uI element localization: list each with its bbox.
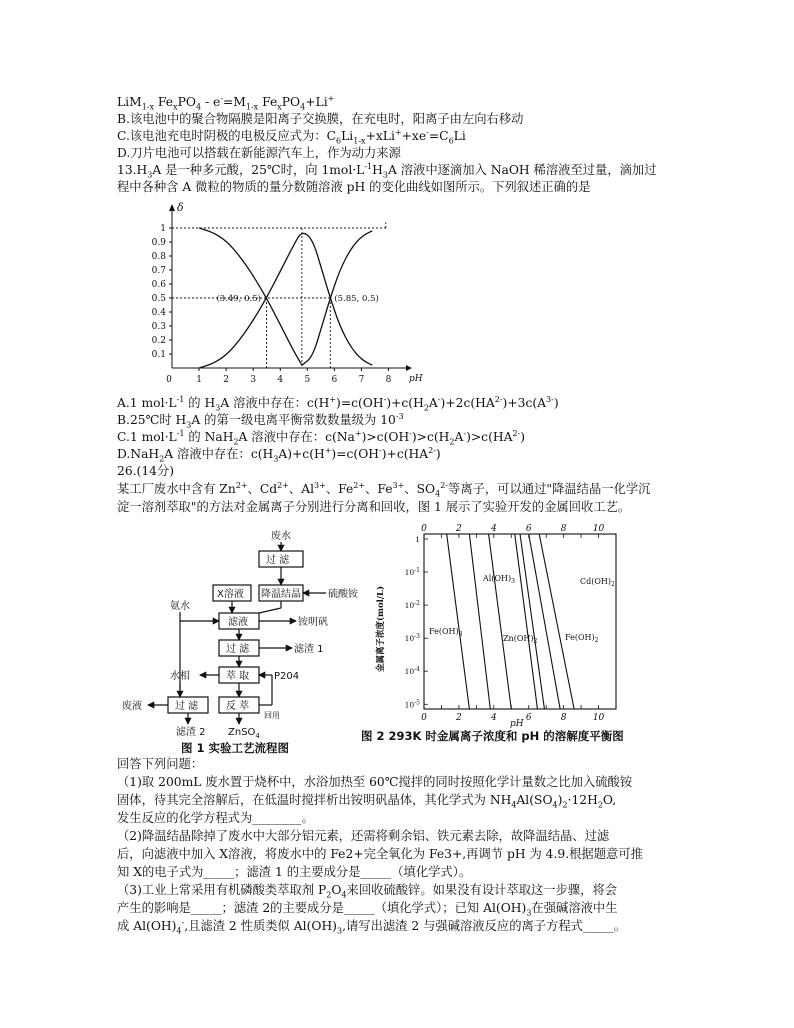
label-lvzha-1: 滤渣 1 — [294, 644, 324, 655]
label-feishui: 废水 — [271, 531, 291, 542]
y-tick-label: 0.8 — [151, 252, 166, 262]
q2-line-2: 后，向滤液中加入 X溶液，将废水中的 Fe2+完全氧化为 Fe3+,再调节 pH 为 4.9.根据题意可推 — [117, 847, 643, 861]
label-znso4: ZnSO$_4$ — [228, 727, 260, 740]
q3-line-1: （3)工业上常采用有机磷酸类萃取剂 $P_2O_4$来回收硫酸锌。如果没有设计萃取这一步骤，将会 — [117, 883, 618, 900]
equilibrium-line — [447, 534, 470, 709]
y-tick-label: 0.3 — [151, 322, 166, 332]
label-x-solution: X溶液 — [217, 589, 244, 600]
x-tick-label: 2 — [223, 375, 229, 385]
x-axis-label: pH — [510, 719, 524, 729]
bottom-tick-label: 6 — [525, 713, 532, 723]
label-fancui: 反 萃 — [226, 701, 250, 712]
y-tick-label: 1 — [415, 535, 420, 544]
label-p204: P204 — [274, 671, 300, 682]
top-tick-label: 4 — [490, 524, 497, 534]
figure-1-caption: 图 1 实验工艺流程图 — [181, 741, 290, 755]
top-tick-label: 2 — [456, 524, 462, 534]
y-tick-label: 0.1 — [151, 350, 166, 360]
bottom-tick-label: 4 — [490, 713, 497, 723]
equilibrium-line — [520, 534, 544, 709]
question-13-stem-2: 程中各种含 A 微粒的物质的量分数随溶液 pH 的变化曲线如图所示。下列叙述正确的是 — [117, 180, 591, 194]
y-tick-label: $10^{-5}$ — [404, 699, 420, 710]
species-label: $Fe(OH)_3$ — [429, 627, 463, 638]
answers-intro: 回答下列问题： — [117, 757, 204, 771]
q26-paragraph-2: 淀一溶剂萃取"的方法对金属离子分别进行分离和回收，图 1 展示了实验开发的金属回收工艺。 — [117, 500, 631, 514]
q1-line-3: 发生反应的化学方程式为________。 — [117, 811, 314, 825]
x-tick-label: 0 — [166, 375, 172, 385]
equilibrium-line — [489, 534, 512, 709]
label-jiangwen: 降温结晶 — [261, 589, 301, 600]
y-axis-arrow — [169, 204, 175, 211]
bottom-tick-label: 10 — [592, 713, 605, 723]
bottom-tick-label: 0 — [421, 713, 427, 723]
line-reaction: LiM$_{1-x}$ $Fe_xPO_4 - e^-=M_{1-x}$ $Fe_xPO_4+Li^+$ — [117, 93, 335, 112]
option-c-battery: C.该电池充电时阴极的电极反应式为：$C_6Li_{1-x}+xLi^++xe^-=C_6Li$ — [117, 127, 466, 146]
y-axis-label: 金属离子浓度(mol/L) — [376, 585, 386, 672]
q1-line-2: 固体，待其完全溶解后，在低温时搅拌析出铵明矾晶体，其化学式为 $NH_4Al(SO_4)_2\cdot 12H_2O$, — [117, 793, 617, 810]
q1-line-1: （1)取 200mL 废水置于烧杯中，水浴加热至 60℃搅拌的同时按照化学计量数之比加入硫酸铵 — [117, 775, 633, 789]
y-axis-label: δ — [177, 201, 184, 214]
top-tick-label: 6 — [525, 524, 532, 534]
option-d-battery: D.刀片电池可以搭载在新能源汽车上，作为动力来源 — [117, 146, 401, 160]
bottom-tick-label: 8 — [560, 713, 567, 723]
y-tick-label: 0.5 — [151, 294, 166, 304]
q3-line-3: 成 $Al(OH)_4^-$,且滤渣 2 性质类似 $Al(OH)_3$,请写出滤渣 2 与强碱溶液反应的离子方程式_____。 — [117, 917, 627, 936]
label-guolv-3: 过 滤 — [175, 701, 199, 712]
y-tick-label: 0.7 — [151, 266, 166, 276]
x-axis-arrow — [406, 365, 412, 371]
option-c: C.1 $mol\cdot L^{-1}$ 的 NaH$_2$A 溶液中存在：$c(Na^+)>c(OH^-)>c(H_2A^-)>c(HA^{2-})$ — [117, 428, 526, 447]
annotation-label: (3.49, 0.5) — [216, 294, 261, 304]
annotation-label: (5.85, 0.5) — [334, 294, 379, 304]
equilibrium-line — [469, 534, 490, 709]
label-lvzha-2: 滤渣 2 — [176, 727, 206, 738]
label-cuiqu: 萃 取 — [226, 671, 250, 682]
figure-2-caption: 图 2 293K 时金属离子浓度和 pH 的溶解度平衡图 — [361, 729, 624, 743]
distribution-chart — [150, 198, 423, 393]
label-feiye: 废液 — [122, 701, 142, 712]
option-b-battery: B.该电池中的聚合物隔膜是阳离子交换膜，在充电时，阳离子由左向右移动 — [117, 112, 524, 126]
x-tick-label: 1 — [196, 375, 202, 385]
label-lvye: 滤液 — [228, 617, 248, 628]
species-label: $Cd(OH)_2$ — [580, 577, 615, 588]
y-tick-label: $10^{-2}$ — [404, 600, 420, 611]
solubility-chart — [360, 520, 630, 735]
y-tick-label: 0.9 — [151, 238, 166, 248]
plot-frame — [424, 534, 616, 709]
top-tick-label: 0 — [421, 524, 427, 534]
top-tick-label: 8 — [560, 524, 567, 534]
equilibrium-line — [515, 534, 538, 709]
label-guolv-1: 过 滤 — [266, 555, 290, 566]
q26-paragraph-1: 某工厂废水中含有 $Zn^{2+}$、$Cd^{2+}$、$Al^{3+}$、$Fe^{2+}$、$Fe^{3+}$、$SO_4^{2-}$等离子，可以通过"降温结晶一化学沉 — [117, 480, 651, 499]
species-label: $Fe(OH)_2$ — [565, 633, 599, 644]
y-tick-label: 1 — [160, 224, 166, 234]
x-tick-label: 8 — [385, 375, 392, 385]
label-anshui: 氨水 — [170, 601, 190, 612]
q3-line-2: 产生的影响是_____；滤渣 2的主要成分是_____（填化学式）；已知 $Al(OH)_3$在强碱溶液中生 — [117, 901, 618, 918]
y-tick-label: $10^{-3}$ — [404, 633, 420, 644]
y-tick-label: 0.6 — [151, 280, 166, 290]
top-tick-label: 10 — [592, 524, 605, 534]
x-tick-label: 5 — [304, 375, 311, 385]
option-d: D.NaH$_2$A 溶液中存在：$c(H_3A)+c(H^+)=c(OH^-)+c(HA^{2-})$ — [117, 445, 441, 464]
label-shuixiang: 水相 — [170, 671, 190, 682]
y-tick-label: 0.4 — [151, 308, 166, 318]
process-flowchart — [115, 525, 375, 740]
label-anmingfan: 铵明矾 — [298, 617, 328, 628]
species-label: $Zn(OH)_2$ — [503, 634, 538, 645]
q26-header: 26.(14分) — [117, 464, 175, 478]
question-13-stem: $13.H_3A$ 是一种多元酸，25℃时，向 $1mol\cdot L^{-1}H_3A$ 溶液中逐滴加入 NaOH 稀溶液至过量，滴加过 — [117, 161, 657, 180]
label-liusuanan: 硫酸铵 — [328, 589, 358, 600]
option-a: A.1 $mol\cdot L^{-1}$ 的 $H_3A$ 溶液中存在：$c(H^+)=c(OH^-)+c(H_2A^-)+2c(HA^{2-})+3c(A^{3-})$ — [117, 394, 559, 413]
x-tick-label: 4 — [277, 375, 284, 385]
y-tick-label: $10^{-4}$ — [404, 666, 420, 677]
y-tick-label: 0.2 — [151, 336, 166, 346]
option-b: B.25℃时 $H_3A$ 的第一级电离平衡常数数量级为 $10^{-3}$ — [117, 411, 404, 430]
y-tick-label: $10^{-1}$ — [404, 567, 420, 578]
x-tick-label: 7 — [358, 375, 365, 385]
label-huiyong: 回用 — [264, 711, 280, 720]
species-label: $Al(OH)_3$ — [483, 574, 515, 585]
label-guolv-2: 过 滤 — [226, 644, 250, 655]
q2-line-3: 知 X的电子式为_____；滤渣 1 的主要成分是_____（填化学式）。 — [117, 865, 472, 879]
q2-line-1: （2)降温结晶除掉了废水中大部分铝元素，还需将剩余铝、铁元素去除，故降温结晶、过滤 — [117, 829, 610, 843]
x-tick-label: 3 — [250, 375, 257, 385]
bottom-tick-label: 2 — [456, 713, 462, 723]
x-tick-label: 6 — [331, 375, 338, 385]
x-axis-label: pH — [409, 374, 423, 384]
